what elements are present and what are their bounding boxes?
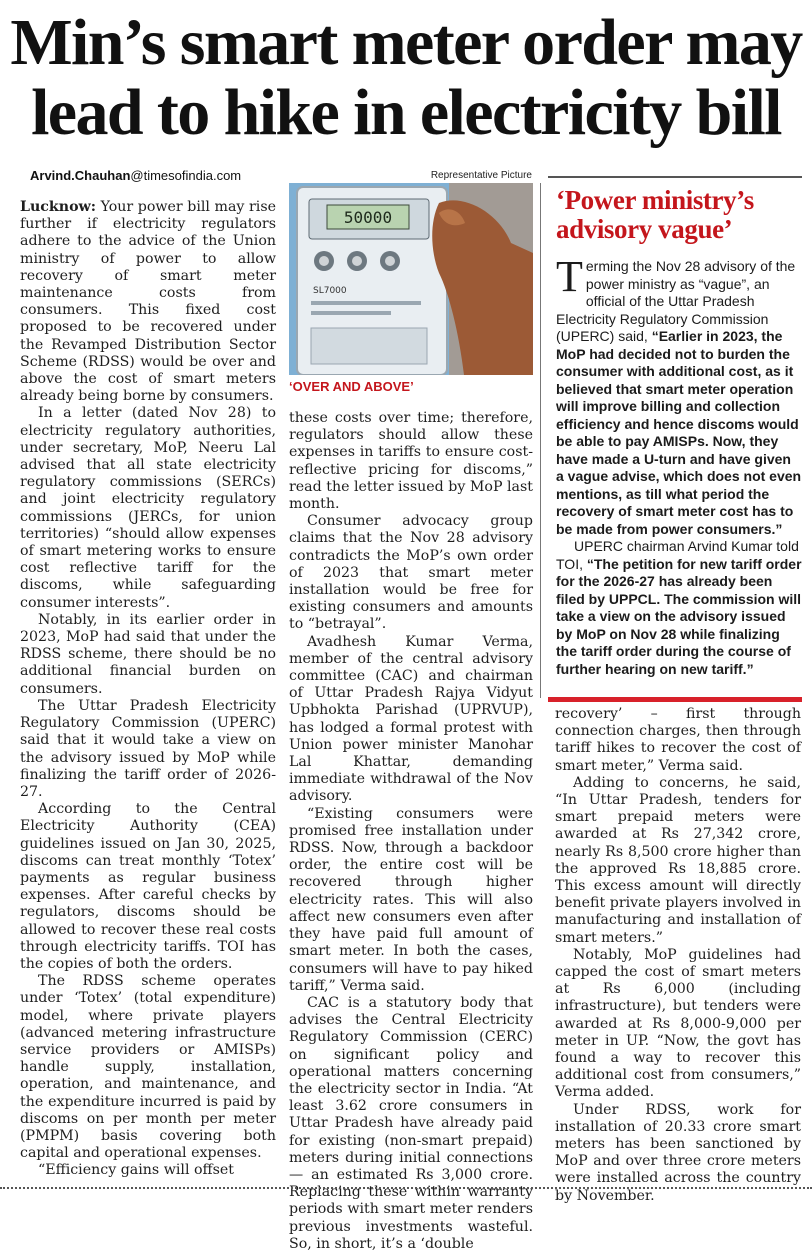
article-paragraph: The Uttar Pradesh Electricity Regulatory Commission (UPERC) said that it would take a view on the advisory issued by MoP while finalizing the tariff order of 2026-27. [20,697,276,800]
smart-meter-photo [289,183,533,375]
headline: Min’s smart meter order may lead to hike in electricity bill [10,6,802,149]
article-paragraph [20,199,276,405]
article-paragraph: CAC is a statutory body that advises the Central Electricity Regulatory Commission (CERC) on significant policy and operational matters concerning the electricity sector in India. “At least 3.62 crore consumers in Uttar Pradesh have already paid for existing (non-smart prepaid) meters during initial connections — an estimated Rs 3,000 crore. Replacing these within warranty periods with smart meter renders previous investments wasteful. So, in short, it’s a ‘double [289,994,533,1252]
sidebar-quote: “Earlier in 2023, the MoP had decided not to burden the consumer with additional cost, as it believed that smart meter operation will improve billing and collection efficiency and hence discoms would be able to pay AMISPs. Now, they have made a U-turn and have given a vague advise, which does not even mentions, as till what period the recovery of smart meter cost has to be made from power consumers.” [556,328,802,537]
article-paragraph: Consumer advocacy group claims that the Nov 28 advisory contradicts the MoP’s own order of 2023 that smart meter installation would be free for existing consumers and amounts to “betrayal”. [289,513,533,633]
article-paragraph: recovery’ – first through connection charges, then through tariff hikes to recover the cost of smart meter,” Verma said. [555,706,801,774]
sidebar-paragraph [556,252,802,538]
byline-domain: @timesofindia.com [130,168,242,183]
byline [30,168,241,183]
column-divider [540,183,541,698]
article-paragraph: According to the Central Electricity Authority (CEA) guidelines issued on Jan 30, 2025, discoms can treat monthly ‘Totex’ payments as regular business expenses. After careful checks by regulators, discoms should be allowed to recover these real costs through electricity tariffs. TOI has the copies of both the orders. [20,801,276,972]
article-column-2 [289,410,533,1253]
sidebar-quote: “The petition for new tariff order for the 2026-27 has already been filed by UPPCL. The commission will take a view on the advisory issued by MoP on Nov 28 while finalizing the tariff order during the course of further hearing on new tariff.” [556,555,802,677]
article-paragraph: “Existing consumers were promised free installation under RDSS. Now, through a backdoor order, the entire cost will be recovered through higher electricity rates. This will also affect new consumers even after they have paid full amount of smart meter. In both the cases, consumers will have to pay hiked tariff,” Verma said. [289,805,533,994]
sidebar-heading: ‘Power ministry’s advisory vague’ [556,185,754,244]
sidebar-lead-text: UPERC chairman Arvind Kumar told TOI, [556,538,799,572]
article-paragraph: In a letter (dated Nov 28) to electricity regulatory authorities, under secretary, MoP, Neeru Lal advised that all state electricity regulatory commissions (SERCs) and joint electricity regulatory commissions (JERCs, for union territories) “should allow expenses of smart metering works to ensure cost reflective tariff for the discoms, while safeguarding consumer interests”. [20,405,276,611]
paragraph-text: Your power bill may rise further if electricity regulators adhere to the advice of the Union ministry of power to allow recovery of smart meter maintenance costs from consumers. This fixed cost proposed to be recovered under the Revamped Distribution Sector Scheme (RDSS) would be over and above the cost of smart meters already being borne by consumers. [20,199,276,405]
sidebar-bottom-rule [548,697,802,702]
meter-model-label: SL7000 [313,286,347,296]
smart-meter-illustration [289,183,533,375]
article-paragraph: The RDSS scheme operates under ‘Totex’ (total expenditure) model, where private players (advanced metering infrastructure service providers or AMISPs) handle supply, installation, operation, and maintenance, and the expenditure incurred is paid by discoms on per month per meter (PMPM) basis covering both capital and operational expenses. [20,973,276,1162]
sidebar-paragraph [556,538,802,678]
article-paragraph: “Efficiency gains will offset [38,1162,234,1179]
meter-display-text: 50000 [343,208,393,227]
photo-credit: Representative Picture [430,170,532,181]
sidebar-top-rule [548,176,802,178]
dateline: Lucknow: [20,199,96,215]
article-column-3 [555,706,801,1205]
article-paragraph: Avadhesh Kumar Verma, member of the central advisory committee (CAC) and chairman of Uttar Pradesh Rajya Vidyut Upbhokta Parishad (UPRVUP), has lodged a formal protest with Union power minister Manohar Lal Khattar, demanding immediate withdrawal of the Nov advisory. [289,633,533,805]
article-column-1 [20,199,276,1180]
photo-caption: ‘OVER AND ABOVE’ [289,379,414,394]
article-paragraph: Under RDSS, work for installation of 20.33 crore smart meters has been sanctioned by MoP and over three crore meters were installed across the country by November. [555,1101,801,1204]
byline-name: Arvind.Chauhan [30,168,131,183]
bottom-dotted-rule [0,1187,812,1189]
sidebar-body [556,252,802,678]
sidebar-lead-text: erming the Nov 28 advisory of the power ministry as “vague”, an official of the Uttar Pradesh Electricity Regulatory Commission (UPERC) said, [556,258,796,344]
article-paragraph: these costs over time; therefore, regulators should allow these expenses in tariffs to ensure cost-reflective pricing for discoms,” read the letter issued by MoP last month. [289,410,533,513]
article-paragraph: Adding to concerns, he said, “In Uttar Pradesh, tenders for smart prepaid meters were awarded at Rs 27,342 crore, nearly Rs 8,500 crore higher than the approved Rs 18,885 crore. This excess amount will directly benefit private players involved in manufacturing and installation of smart meters.” [555,774,801,946]
drop-cap: T [556,252,583,301]
article-paragraph: Notably, MoP guidelines had capped the cost of smart meters at Rs 6,000 (including infrastructure), but tenders were awarded at Rs 8,000-9,000 per meter in UP. “Now, the govt has found a way to recover this additional cost from consumers,” Verma added. [555,946,801,1101]
article-paragraph: Notably, in its earlier order in 2023, MoP had said that under the RDSS scheme, there should be no additional financial burden on consumers. [20,611,276,697]
